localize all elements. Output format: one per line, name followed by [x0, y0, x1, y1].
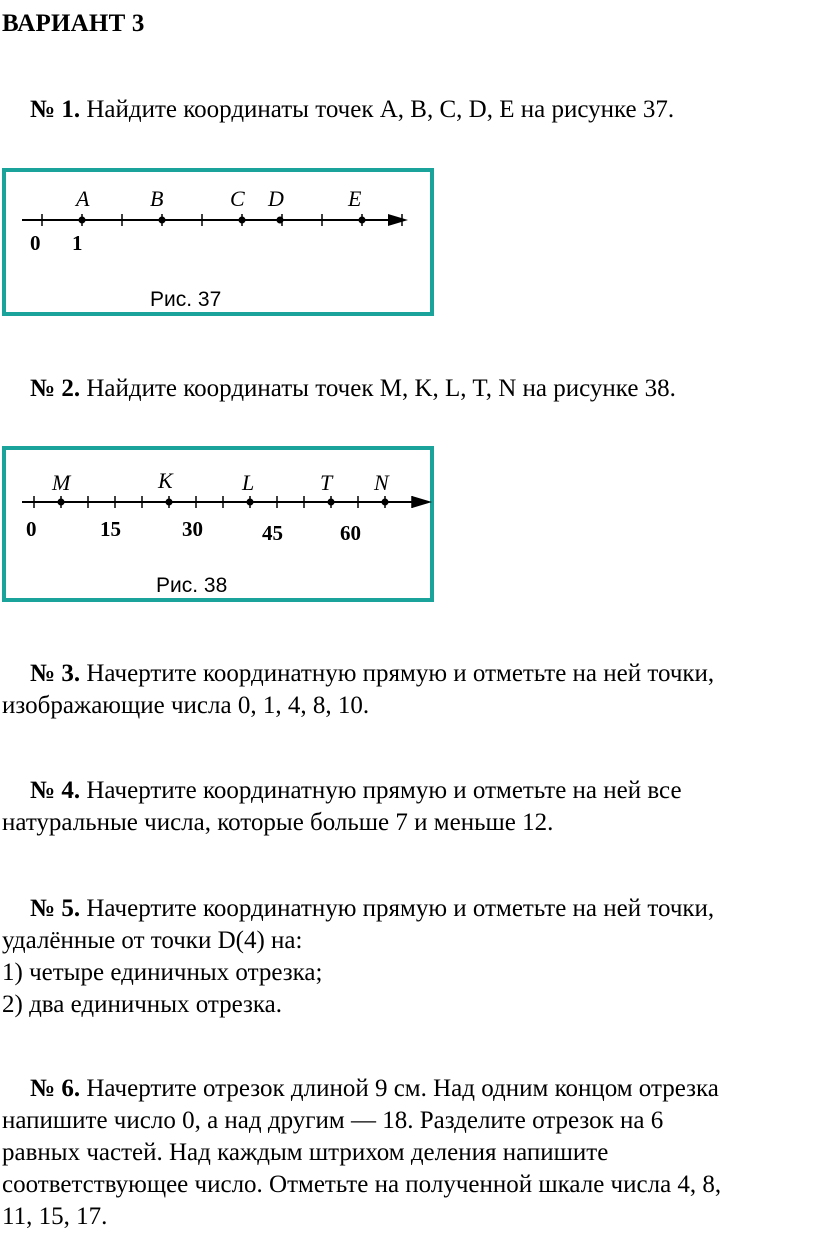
task-4-line-1: Начертите координатную прямую и отметьте на ней все — [80, 777, 682, 804]
number-line-point — [328, 499, 335, 506]
task-4-number: № 4. — [30, 777, 81, 804]
task-2-number: № 2. — [30, 375, 81, 402]
task-5-line-2: удалённые от точки D(4) на: — [2, 927, 303, 954]
tick-label-1: 1 — [72, 231, 83, 255]
task-1-question: Найдите координаты точек A, B, C, D, E на рисунке 37. — [80, 96, 675, 123]
figure-37-caption: Рис. 37 — [150, 288, 222, 311]
point-label-c: C — [230, 186, 245, 211]
point-label-e: E — [348, 186, 362, 211]
tick-label-0: 0 — [26, 517, 37, 541]
figure-37-number-line — [6, 172, 438, 320]
point-label-t: T — [320, 470, 333, 495]
number-line-point — [277, 217, 284, 224]
tick-label-30: 30 — [182, 517, 203, 541]
task-2-text — [30, 373, 676, 405]
point-label-l: L — [242, 470, 255, 495]
number-line-arrow — [412, 496, 432, 508]
tick-label-45: 45 — [262, 521, 283, 545]
tick-label-0: 0 — [30, 231, 41, 255]
task-6-text — [2, 1073, 721, 1233]
point-label-a: A — [76, 186, 90, 211]
point-label-b: B — [150, 186, 164, 211]
task-3-number: № 3. — [30, 660, 81, 687]
task-5-text — [2, 893, 714, 1021]
figure-38 — [2, 446, 434, 602]
task-4-text — [2, 775, 682, 839]
point-label-k: K — [158, 468, 173, 493]
number-line-point — [166, 499, 173, 506]
figure-38-number-line — [6, 450, 438, 606]
number-line-point — [382, 499, 389, 506]
point-label-d: D — [268, 186, 284, 211]
task-6-line-2: напишите число 0, а над другим — 18. Разделите отрезок на 6 — [2, 1107, 664, 1134]
task-5-line-3: 1) четыре единичных отрезка; — [2, 959, 323, 986]
task-1-text — [30, 94, 674, 126]
task-2-question: Найдите координаты точек M, K, L, T, N на рисунке 38. — [80, 375, 676, 402]
task-1-number: № 1. — [30, 96, 81, 123]
task-6-line-1: Начертите отрезок длиной 9 см. Над одним концом отрезка — [80, 1075, 719, 1102]
figure-37 — [2, 168, 434, 316]
task-5-number: № 5. — [30, 895, 81, 922]
task-6-line-3: равных частей. Над каждым штрихом деления напишите — [2, 1139, 609, 1166]
tick-label-60: 60 — [340, 521, 361, 545]
task-5-line-4: 2) два единичных отрезка. — [2, 991, 283, 1018]
tick-label-15: 15 — [100, 517, 121, 541]
task-3-line-1: Начертите координатную прямую и отметьте на ней точки, — [80, 660, 715, 687]
number-line-point — [247, 499, 254, 506]
task-6-number: № 6. — [30, 1075, 81, 1102]
number-line-point — [79, 217, 86, 224]
point-label-m: M — [52, 470, 71, 495]
task-5-line-1: Начертите координатную прямую и отметьте на ней точки, — [80, 895, 715, 922]
number-line-point — [159, 217, 166, 224]
task-6-line-5: 11, 15, 17. — [2, 1203, 108, 1230]
task-4-line-2: натуральные числа, которые больше 7 и меньше 12. — [2, 809, 554, 836]
point-label-n: N — [374, 470, 389, 495]
number-line-point — [58, 499, 65, 506]
task-3-text — [2, 658, 714, 722]
task-3-line-2: изображающие числа 0, 1, 4, 8, 10. — [2, 692, 370, 719]
number-line-point — [359, 217, 366, 224]
task-6-line-4: соответствующее число. Отметьте на полученной шкале числа 4, 8, — [2, 1171, 722, 1198]
figure-38-caption: Рис. 38 — [156, 574, 228, 597]
variant-title: ВАРИАНТ 3 — [2, 10, 145, 37]
number-line-arrow — [388, 214, 408, 226]
number-line-point — [239, 217, 246, 224]
